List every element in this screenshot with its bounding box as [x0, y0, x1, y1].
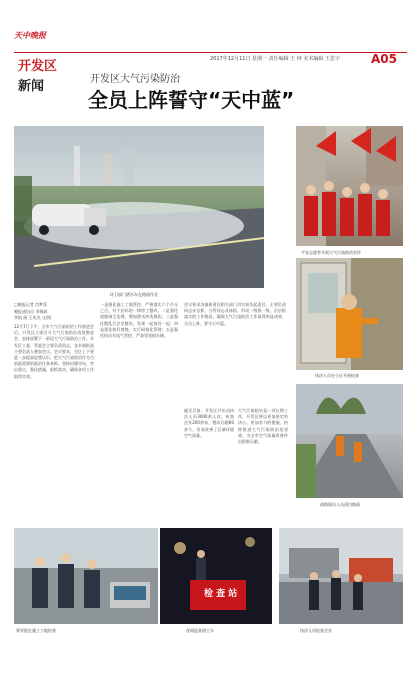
caption-bottom-mid: 夜间巡查渣土车 — [186, 628, 214, 633]
byline-line-3: 李凯 丽 王英杰 文/图 — [14, 315, 52, 320]
street-photo — [296, 384, 403, 498]
inspection-photo — [296, 258, 403, 370]
header-rule — [14, 52, 407, 53]
byline-line-1: □晚报记者 肖梦菲 — [14, 302, 48, 307]
caption-bottom-right: 执法人员检查企业 — [300, 628, 332, 633]
masthead-brand: 天中晚报 — [14, 30, 46, 40]
byline — [14, 302, 54, 322]
section-title-line2: 新闻 — [18, 79, 45, 94]
section-title-line1: 开发区 — [18, 59, 58, 74]
night-check-scene — [160, 528, 272, 624]
site-inspection-photo — [14, 528, 158, 624]
byline-line-2: 晚报通讯员 李瑞斌 — [14, 308, 48, 314]
street-scene — [296, 384, 403, 498]
caption-main: 环卫部门洒水车在路面作业 — [110, 292, 158, 297]
body-column-3: 会议要求各镇街道及相关部门切实担负起责任，主要负责同志亲自抓，分管同志具体抓，形成一级抓一级、层层抓落实的工作格局，确保大气污染防治工作取得明显成效，全员上阵，誓守天中蓝。 — [184, 302, 286, 326]
page-number: A05 — [371, 52, 397, 66]
night-check-photo — [160, 528, 272, 624]
body-column-4: 截至目前，开发区共出动执法人员3000余人次，检查企业200余家，整改问题80余个，有效改善了区域环境空气质量。 — [184, 408, 234, 438]
enterprise-check-photo — [279, 528, 403, 624]
sprinkler-truck-photo — [14, 126, 264, 288]
caption-right-bottom: 道路保洁人员清扫路面 — [320, 502, 360, 507]
caption-right-top: 平安志愿者开展大气污染防治宣传 — [301, 250, 361, 255]
main-photo — [14, 126, 264, 288]
body-column-2: 一是强化施工工地管控，严格落实六个百分之百，对不达标的一律停工整改；二是强化道路扬尘治理，增加洒水冲洗频次；三是强化散乱污企业整治，发现一起查处一起；四是强化秸秆禁烧，实行网格化管理；五是强化机动车尾气管控，严查冒黑烟车辆。 — [100, 302, 178, 339]
site-inspection-scene — [14, 528, 158, 624]
volunteers-scene — [296, 126, 403, 246]
inspection-scene — [296, 258, 403, 370]
caption-right-mid: 执法人员在小区开展检查 — [315, 373, 359, 378]
checkpoint-sign: 检 查 站 — [204, 589, 238, 599]
caption-bottom-left: 督导组在施工工地检查 — [16, 628, 56, 633]
article-headline: 全员上阵誓守“天中蓝” — [88, 88, 295, 112]
volunteers-photo — [296, 126, 403, 246]
body-column-1: 12月7日下午，全市大气污染防治工作推进会后，开发区立即召开大气污染防治攻坚推进会，安排部署下一阶段大气污染防治工作。开发区工委、管委会主要负责同志，各乡镇街道主要负责人参加会议。会议要求，全区上下要进一步提高思想认识，把大气污染防治作为当前最重要的政治任务来抓，坚持问题导向，突出重点，强化措施，狠抓落实，确保各项工作取得实效。 — [14, 324, 94, 379]
date-line: 2017年12月11日 星期一 责任编辑 王 珂 美术编辑 王思宇 — [210, 56, 340, 62]
body-column-5: 大气污染防治是一项长期工作，开发区将以更加坚定的决心、更加有力的措施，持续推进大气污染防治攻坚战，为全市空气质量改善作出积极贡献。 — [238, 408, 288, 445]
enterprise-check-scene — [279, 528, 403, 624]
article-subtitle: 开发区大气污染防治 — [90, 74, 180, 85]
